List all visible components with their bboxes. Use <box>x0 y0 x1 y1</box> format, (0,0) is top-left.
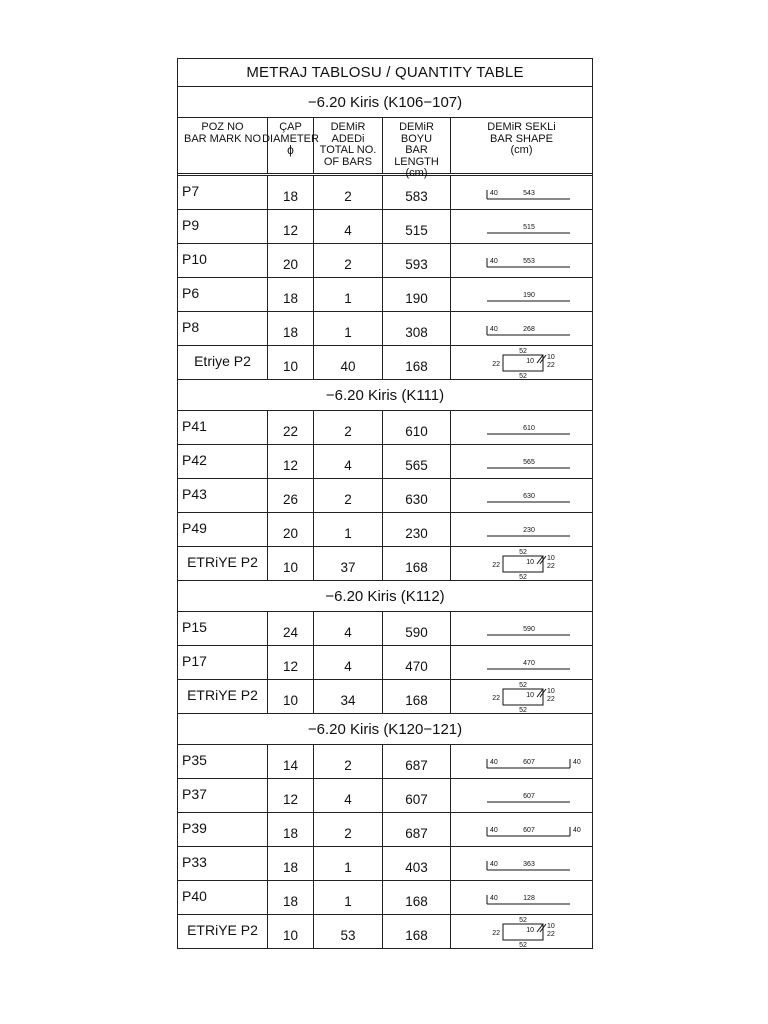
shape-label: 22 <box>491 561 500 569</box>
shape-label: 607 <box>522 758 535 766</box>
shape-label: 543 <box>522 189 535 197</box>
shape-label: 40 <box>572 826 581 834</box>
header-length-line: BAR LENGTH <box>394 144 439 168</box>
diameter-symbol: ϕ <box>287 143 294 157</box>
header-diameter-line: DIAMETER <box>262 132 319 145</box>
bar-mark: ETRiYE P2 <box>178 915 268 948</box>
table-row <box>178 513 592 547</box>
table-row <box>178 915 592 949</box>
bar-mark: P15 <box>178 612 268 645</box>
bar-shape-sketch <box>457 246 587 276</box>
bar-shape-sketch <box>457 212 587 242</box>
bar-shape-sketch <box>457 917 587 947</box>
bar-shape-sketch <box>457 515 587 545</box>
bar-length: 687 <box>383 745 451 778</box>
bar-diameter: 12 <box>268 445 314 478</box>
bar-count: 1 <box>314 312 383 345</box>
shape-label: 565 <box>522 458 535 466</box>
shape-label: 22 <box>546 695 555 703</box>
bar-length: 470 <box>383 646 451 679</box>
shape-label: 590 <box>522 625 535 633</box>
bar-shape <box>451 278 592 311</box>
table-row <box>178 278 592 312</box>
bar-shape-sketch <box>457 747 587 777</box>
header-shape-line: (cm) <box>510 144 533 156</box>
header-diameter <box>262 118 319 173</box>
header-row <box>178 118 592 179</box>
table-row <box>178 479 592 513</box>
bar-length: 168 <box>383 881 451 914</box>
bar-mark: P41 <box>178 411 268 444</box>
shape-label: 40 <box>489 894 498 902</box>
bar-shape-sketch <box>457 178 587 208</box>
bar-shape-sketch <box>457 815 587 845</box>
header-length <box>383 118 451 179</box>
bar-count: 4 <box>314 612 383 645</box>
bar-shape-sketch <box>457 781 587 811</box>
bar-line <box>537 924 543 932</box>
header-mark <box>178 118 268 173</box>
bar-shape <box>451 312 592 345</box>
shape-label: 40 <box>489 860 498 868</box>
bar-shape <box>451 646 592 679</box>
bar-length: 593 <box>383 244 451 277</box>
shape-label: 22 <box>491 360 500 368</box>
bar-shape <box>451 513 592 546</box>
bar-count: 4 <box>314 210 383 243</box>
bar-shape-sketch <box>457 849 587 879</box>
bar-shape-sketch <box>457 348 587 378</box>
bar-diameter: 18 <box>268 847 314 880</box>
header-count-line: DEMiR ADEDi <box>330 121 366 145</box>
shape-label: 553 <box>522 257 535 265</box>
bar-shape <box>451 244 592 277</box>
table-row <box>178 547 592 581</box>
bar-shape-sketch <box>457 413 587 443</box>
bar-shape <box>451 479 592 512</box>
bar-length: 168 <box>383 547 451 580</box>
bar-diameter: 18 <box>268 813 314 846</box>
shape-label: 10 <box>525 926 534 934</box>
table-body <box>178 176 592 949</box>
shape-label: 52 <box>518 347 527 355</box>
bar-length: 590 <box>383 612 451 645</box>
bar-count: 2 <box>314 244 383 277</box>
shape-label: 515 <box>522 223 535 231</box>
shape-label: 40 <box>489 325 498 333</box>
bar-mark: P43 <box>178 479 268 512</box>
bar-length: 583 <box>383 176 451 209</box>
shape-label: 52 <box>518 916 527 924</box>
bar-length: 190 <box>383 278 451 311</box>
bar-diameter: 10 <box>268 547 314 580</box>
bar-diameter: 10 <box>268 680 314 713</box>
bar-shape <box>451 547 592 580</box>
bar-length: 687 <box>383 813 451 846</box>
bar-length: 168 <box>383 915 451 948</box>
bar-mark: P40 <box>178 881 268 914</box>
header-mark-line: BAR MARK NO <box>183 132 261 145</box>
bar-diameter: 10 <box>268 346 314 379</box>
bar-shape <box>451 813 592 846</box>
bar-mark: P49 <box>178 513 268 546</box>
table-row <box>178 346 592 380</box>
bar-mark: P9 <box>178 210 268 243</box>
table-row <box>178 646 592 680</box>
bar-count: 1 <box>314 881 383 914</box>
shape-label: 52 <box>518 548 527 556</box>
bar-count: 37 <box>314 547 383 580</box>
table-title: METRAJ TABLOSU / QUANTITY TABLE <box>178 59 592 87</box>
header-length-line: (cm) <box>405 167 428 179</box>
table-row <box>178 210 592 244</box>
header-count-line: TOTAL NO. <box>319 144 377 156</box>
bar-shape <box>451 779 592 812</box>
bar-mark: P39 <box>178 813 268 846</box>
shape-label: 22 <box>491 694 500 702</box>
shape-label: 10 <box>546 922 555 930</box>
shape-label: 607 <box>522 792 535 800</box>
table-row <box>178 680 592 714</box>
shape-label: 128 <box>522 894 535 902</box>
shape-label: 610 <box>522 424 535 432</box>
bar-mark: P42 <box>178 445 268 478</box>
shape-label: 10 <box>525 357 534 365</box>
bar-count: 4 <box>314 445 383 478</box>
shape-label: 52 <box>518 681 527 689</box>
section-title: −6.20 Kiris (K106−107) <box>178 87 592 118</box>
bar-shape <box>451 445 592 478</box>
bar-mark: ETRiYE P2 <box>178 547 268 580</box>
shape-label: 40 <box>489 189 498 197</box>
bar-shape <box>451 176 592 209</box>
bar-diameter: 22 <box>268 411 314 444</box>
header-shape-line: DEMiR SEKLi <box>487 121 556 133</box>
bar-count: 4 <box>314 646 383 679</box>
bar-length: 168 <box>383 346 451 379</box>
shape-label: 52 <box>518 706 527 712</box>
shape-label: 22 <box>546 361 555 369</box>
bar-shape-sketch <box>457 280 587 310</box>
header-diameter-line: ÇAP <box>279 121 302 133</box>
shape-label: 40 <box>489 257 498 265</box>
bar-length: 403 <box>383 847 451 880</box>
table-row <box>178 176 592 210</box>
bar-line <box>537 689 543 697</box>
section-title: −6.20 Kiris (K111) <box>178 380 592 411</box>
bar-shape-sketch <box>457 648 587 678</box>
bar-diameter: 18 <box>268 278 314 311</box>
bar-diameter: 26 <box>268 479 314 512</box>
bar-mark: P6 <box>178 278 268 311</box>
shape-label: 630 <box>522 492 535 500</box>
bar-count: 2 <box>314 176 383 209</box>
bar-count: 53 <box>314 915 383 948</box>
shape-label: 40 <box>489 826 498 834</box>
bar-shape <box>451 847 592 880</box>
bar-length: 308 <box>383 312 451 345</box>
shape-label: 607 <box>522 826 535 834</box>
bar-diameter: 20 <box>268 244 314 277</box>
header-length-line: DEMiR BOYU <box>399 121 434 145</box>
shape-label: 22 <box>491 929 500 937</box>
bar-shape-sketch <box>457 314 587 344</box>
table-row <box>178 847 592 881</box>
bar-shape-sketch <box>457 549 587 579</box>
bar-shape-sketch <box>457 682 587 712</box>
bar-diameter: 18 <box>268 881 314 914</box>
bar-shape <box>451 745 592 778</box>
bar-shape-sketch <box>457 883 587 913</box>
header-mark-line: POZ NO <box>201 121 244 133</box>
shape-label: 10 <box>546 687 555 695</box>
bar-length: 607 <box>383 779 451 812</box>
bar-mark: P7 <box>178 176 268 209</box>
section-title: −6.20 Kiris (K112) <box>178 581 592 612</box>
bar-mark: P33 <box>178 847 268 880</box>
bar-diameter: 20 <box>268 513 314 546</box>
bar-mark: P37 <box>178 779 268 812</box>
shape-label: 190 <box>522 291 535 299</box>
bar-count: 1 <box>314 513 383 546</box>
bar-length: 565 <box>383 445 451 478</box>
bar-count: 2 <box>314 813 383 846</box>
bar-count: 2 <box>314 479 383 512</box>
bar-mark: P35 <box>178 745 268 778</box>
table-row <box>178 244 592 278</box>
shape-label: 22 <box>546 930 555 938</box>
table-row <box>178 445 592 479</box>
bar-line <box>537 355 543 363</box>
bar-shape-sketch <box>457 614 587 644</box>
bar-diameter: 18 <box>268 312 314 345</box>
bar-shape <box>451 411 592 444</box>
table-row <box>178 411 592 445</box>
bar-shape <box>451 346 592 379</box>
shape-label: 10 <box>525 558 534 566</box>
shape-label: 470 <box>522 659 535 667</box>
bar-count: 40 <box>314 346 383 379</box>
bar-shape <box>451 680 592 713</box>
bar-diameter: 14 <box>268 745 314 778</box>
bar-shape <box>451 612 592 645</box>
bar-shape <box>451 881 592 914</box>
bar-mark: Etriye P2 <box>178 346 268 379</box>
table-row <box>178 312 592 346</box>
bar-count: 2 <box>314 411 383 444</box>
shape-label: 52 <box>518 573 527 579</box>
bar-length: 168 <box>383 680 451 713</box>
shape-label: 10 <box>546 554 555 562</box>
bar-mark: P10 <box>178 244 268 277</box>
bar-mark: P8 <box>178 312 268 345</box>
bar-mark: P17 <box>178 646 268 679</box>
table-row <box>178 813 592 847</box>
bar-count: 1 <box>314 278 383 311</box>
bar-diameter: 18 <box>268 176 314 209</box>
bar-length: 230 <box>383 513 451 546</box>
table-row <box>178 612 592 646</box>
bar-count: 34 <box>314 680 383 713</box>
table-row <box>178 745 592 779</box>
shape-label: 10 <box>525 691 534 699</box>
shape-label: 363 <box>522 860 535 868</box>
bar-shape <box>451 915 592 948</box>
bar-line <box>537 556 543 564</box>
bar-diameter: 12 <box>268 646 314 679</box>
header-count-line: OF BARS <box>323 155 373 168</box>
shape-label: 230 <box>522 526 535 534</box>
bar-length: 610 <box>383 411 451 444</box>
bar-diameter: 24 <box>268 612 314 645</box>
shape-label: 40 <box>572 758 581 766</box>
bar-shape-sketch <box>457 447 587 477</box>
bar-count: 1 <box>314 847 383 880</box>
shape-label: 52 <box>518 941 527 947</box>
bar-shape-sketch <box>457 481 587 511</box>
bar-length: 630 <box>383 479 451 512</box>
bar-diameter: 10 <box>268 915 314 948</box>
shape-label: 268 <box>522 325 535 333</box>
shape-label: 52 <box>518 372 527 378</box>
header-shape <box>451 118 592 173</box>
bar-count: 2 <box>314 745 383 778</box>
header-shape-line: BAR SHAPE <box>490 132 553 145</box>
shape-label: 10 <box>546 353 555 361</box>
bar-count: 4 <box>314 779 383 812</box>
bar-diameter: 12 <box>268 210 314 243</box>
bar-shape <box>451 210 592 243</box>
table-row <box>178 779 592 813</box>
bar-diameter: 12 <box>268 779 314 812</box>
shape-label: 40 <box>489 758 498 766</box>
shape-label: 22 <box>546 562 555 570</box>
bar-mark: ETRiYE P2 <box>178 680 268 713</box>
section-title: −6.20 Kiris (K120−121) <box>178 714 592 745</box>
table-row <box>178 881 592 915</box>
bar-length: 515 <box>383 210 451 243</box>
quantity-table <box>177 58 593 949</box>
header-count <box>314 118 383 173</box>
